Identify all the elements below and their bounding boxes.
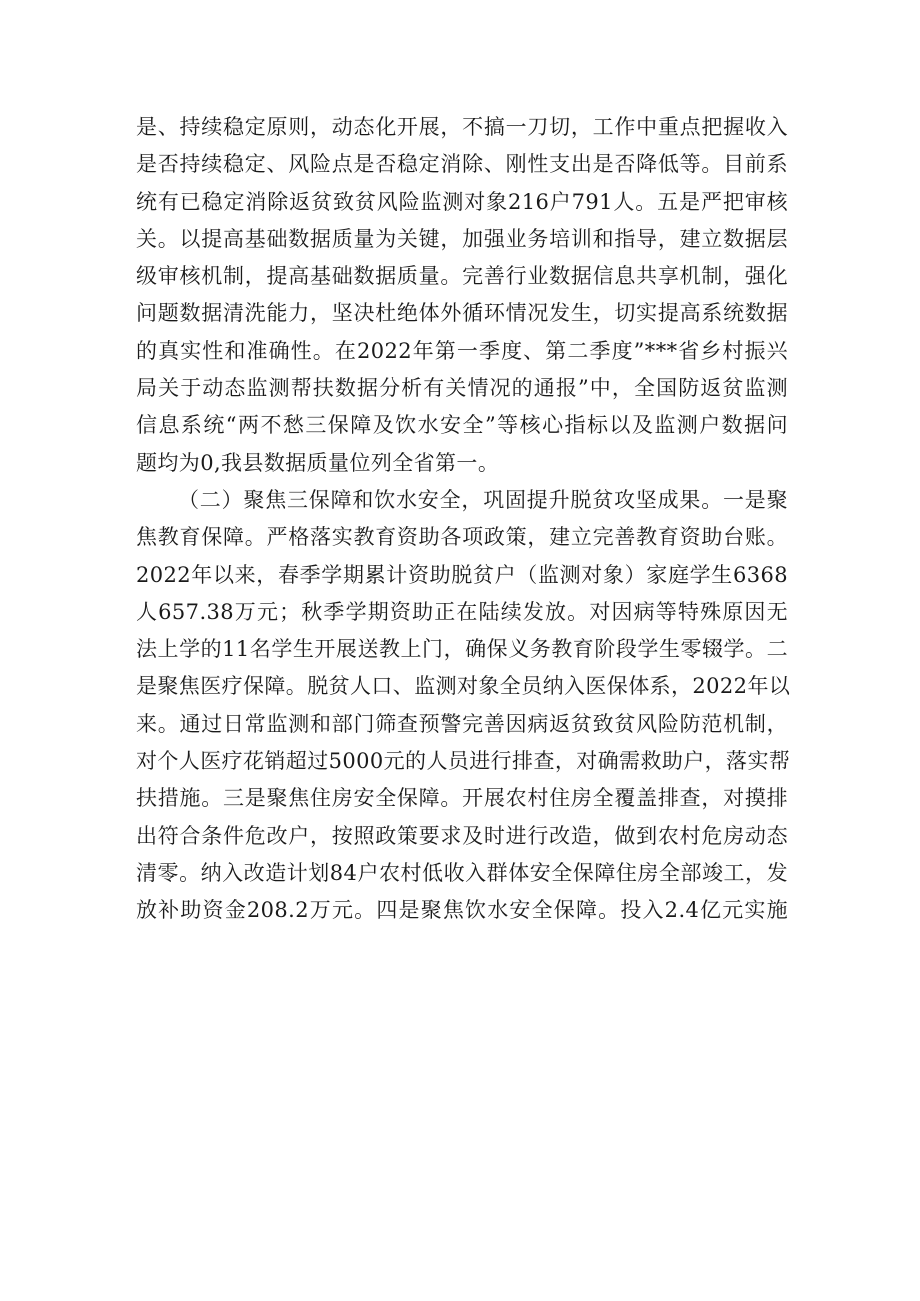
body-text <box>136 109 791 930</box>
text-line: 出符合条件危改户，按照政策要求及时进行改造，做到农村危房动态 <box>136 823 788 848</box>
text-line: 法上学的11名学生开展送教上门，确保义务教育阶段学生零辍学。二 <box>136 637 788 662</box>
text-line: 放补助资金208.2万元。四是聚焦饮水安全保障。投入2.4亿元实施 <box>136 898 788 923</box>
text-line: 问题数据清洗能力，坚决杜绝体外循环情况发生，切实提高系统数据 <box>136 301 788 326</box>
text-line: 2022年以来，春季学期累计资助脱贫户（监测对象）家庭学生6368 <box>136 562 788 587</box>
text-line: 清零。纳入改造计划84户农村低收入群体安全保障住房全部竣工，发 <box>136 860 788 885</box>
text-line: 人657.38万元；秋季学期资助正在陆续发放。对因病等特殊原因无 <box>136 599 788 624</box>
text-line: 是、持续稳定原则，动态化开展，不搞一刀切，工作中重点把握收入 <box>136 115 788 139</box>
text-line: 对个人医疗花销超过5000元的人员进行排查，对确需救助户，落实帮 <box>136 749 791 774</box>
text-line: 信息系统“两不愁三保障及饮水安全”等核心指标以及监测户数据问 <box>136 413 788 438</box>
section-heading-line: （二）聚焦三保障和饮水安全，巩固提升脱贫攻坚成果。一是聚 <box>178 487 788 512</box>
text-line: 是否持续稳定、风险点是否稳定消除、刚性支出是否降低等。目前系 <box>136 152 788 177</box>
text-line: 焦教育保障。严格落实教育资助各项政策，建立完善教育资助台账。 <box>136 525 788 550</box>
text-line: 是聚焦医疗保障。脱贫人口、监测对象全员纳入医保体系，2022年以 <box>136 674 791 699</box>
text-line: 统有已稳定消除返贫致贫风险监测对象216户791人。五是严把审核 <box>136 189 788 214</box>
text-line: 级审核机制，提高基础数据质量。完善行业数据信息共享机制，强化 <box>136 264 788 289</box>
text-line: 的真实性和准确性。在2022年第一季度、第二季度”***省乡村振兴 <box>136 338 788 363</box>
paragraph-end-line: 题均为0,我县数据质量位列全省第一。 <box>136 450 500 475</box>
text-line: 扶措施。三是聚焦住房安全保障。开展农村住房全覆盖排查，对摸排 <box>136 786 788 811</box>
text-line: 来。通过日常监测和部门筛查预警完善因病返贫致贫风险防范机制， <box>136 711 788 736</box>
text-line: 关。以提高基础数据质量为关键，加强业务培训和指导，建立数据层 <box>136 226 788 251</box>
text-line: 局关于动态监测帮扶数据分析有关情况的通报”中，全国防返贫监测 <box>136 376 788 401</box>
